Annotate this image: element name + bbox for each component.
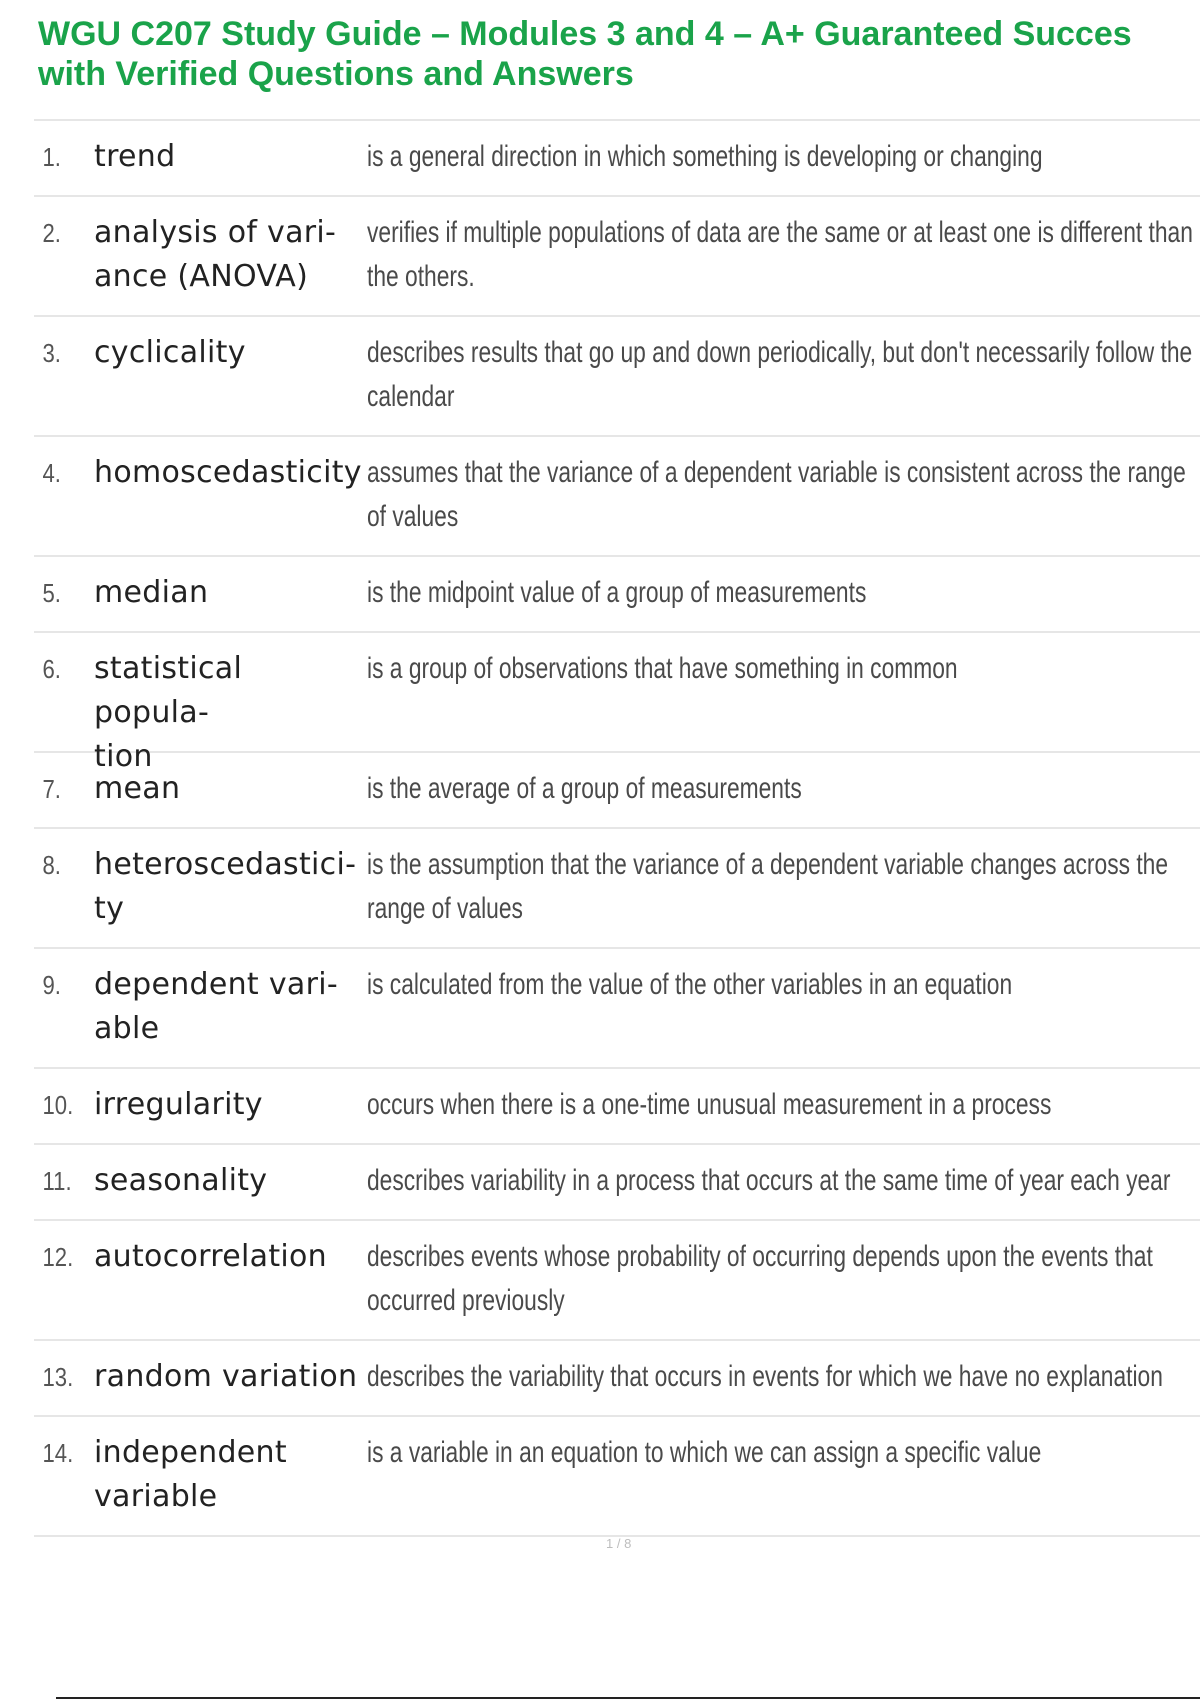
term-name-line: tion [94,739,153,774]
term-name [94,1235,367,1279]
term-row [34,121,1200,197]
term-name-line: autocorrelation [94,1239,327,1274]
term-row [34,197,1200,317]
term-number: 9. [42,970,61,1000]
term-name [94,1355,367,1399]
term-name-line: trend [94,139,176,174]
term-name-line: independent [94,1435,287,1470]
term-definition-line: occurred previously [367,1284,565,1317]
term-row [34,829,1200,949]
term-row [34,437,1200,557]
term-definition [367,451,1186,539]
term-definition [367,1355,1163,1399]
term-number: 14. [42,1438,74,1468]
term-number: 1. [42,142,61,172]
term-definition-line: the others. [367,260,475,293]
term-definition [367,1431,1041,1475]
term-number: 12. [42,1242,74,1272]
term-name-line: random variation [94,1359,358,1394]
term-definition [367,211,1193,299]
footer-rule [56,1697,1200,1699]
term-name-line: seasonality [94,1163,268,1198]
term-number: 4. [42,458,61,488]
term-name [94,571,367,615]
term-definition-line: assumes that the variance of a dependent variable is consistent across the range [367,456,1186,489]
term-definition-line: is a variable in an equation to which we can assign a specific value [367,1436,1042,1469]
term-name [94,963,367,1051]
term-name [94,211,367,299]
term-definition-line: occurs when there is a one-time unusual measurement in a process [367,1088,1052,1121]
term-name [94,647,367,779]
document-title [38,14,1200,94]
term-number: 8. [42,850,61,880]
term-name-line: mean [94,771,181,806]
terms-table [34,119,1200,1537]
page-indicator: 1 / 8 [606,1536,632,1551]
term-definition [367,331,1193,419]
term-number: 7. [42,774,61,804]
term-name-line: statistical popula- [94,651,243,730]
term-name-line: ance (ANOVA) [94,259,309,294]
term-name [94,1159,367,1203]
term-definition-line: describes events whose probability of occurring depends upon the events that [367,1240,1153,1273]
document-title-line-1: WGU C207 Study Guide – Modules 3 and 4 – A+ Guaranteed Succes [38,15,1132,53]
term-definition-line: describes the variability that occurs in events for which we have no explanation [367,1360,1163,1393]
term-row [34,1069,1200,1145]
term-definition-line: is calculated from the value of the other variables in an equation [367,968,1013,1001]
term-name [94,451,367,495]
term-name-line: cyclicality [94,335,246,370]
term-number: 5. [42,578,61,608]
term-row [34,1417,1200,1537]
term-definition-line: calendar [367,380,455,413]
term-definition-line: is a group of observations that have something in common [367,652,958,685]
term-definition-line: is a general direction in which something is developing or changing [367,140,1043,173]
term-definition [367,1159,1171,1203]
term-name [94,843,367,931]
term-row [34,633,1200,774]
term-definition [367,135,1043,179]
term-name [94,767,367,811]
term-definition [367,647,1000,691]
term-row [34,557,1200,633]
term-name-line: heteroscedastici- [94,847,357,882]
term-definition-line: range of values [367,892,523,925]
term-number: 2. [42,218,61,248]
term-number: 10. [42,1090,74,1120]
term-definition-line: of values [367,500,459,533]
term-name-line: homoscedasticity [94,455,362,490]
term-name-line: analysis of vari- [94,215,337,250]
term-number: 6. [42,654,61,684]
term-name-line: irregularity [94,1087,263,1122]
term-definition-line: describes variability in a process that occurs at the same time of year each year [367,1164,1171,1197]
term-number: 3. [42,338,61,368]
term-definition [367,571,1000,615]
term-name-line: able [94,1011,160,1046]
term-definition [367,1235,1153,1323]
term-definition [367,1083,1051,1127]
term-row [34,1341,1200,1417]
term-name-line: variable [94,1479,218,1514]
term-definition-line: verifies if multiple populations of data are the same or at least one is different than [367,216,1193,249]
term-name-line: ty [94,891,125,926]
term-definition [367,963,1012,1007]
term-definition-line: describes results that go up and down periodically, but don't necessarily follow the [367,336,1193,369]
term-definition [367,843,1169,931]
term-definition-line: is the midpoint value of a group of measurements [367,576,867,609]
term-row [34,1221,1200,1341]
term-number: 11. [42,1166,72,1196]
term-number: 13. [42,1362,74,1392]
term-name [94,331,367,375]
term-definition-line: is the assumption that the variance of a dependent variable changes across the [367,848,1169,881]
term-name-line: median [94,575,209,610]
term-definition [367,767,1000,811]
term-name [94,135,367,179]
term-name-line: dependent vari- [94,967,338,1002]
term-name [94,1083,367,1127]
term-row [34,317,1200,437]
term-name [94,1431,367,1519]
term-row [34,949,1200,1069]
document-title-line-2: with Verified Questions and Answers [38,55,634,93]
term-row [34,1145,1200,1221]
term-definition-line: is the average of a group of measurements [367,772,802,805]
